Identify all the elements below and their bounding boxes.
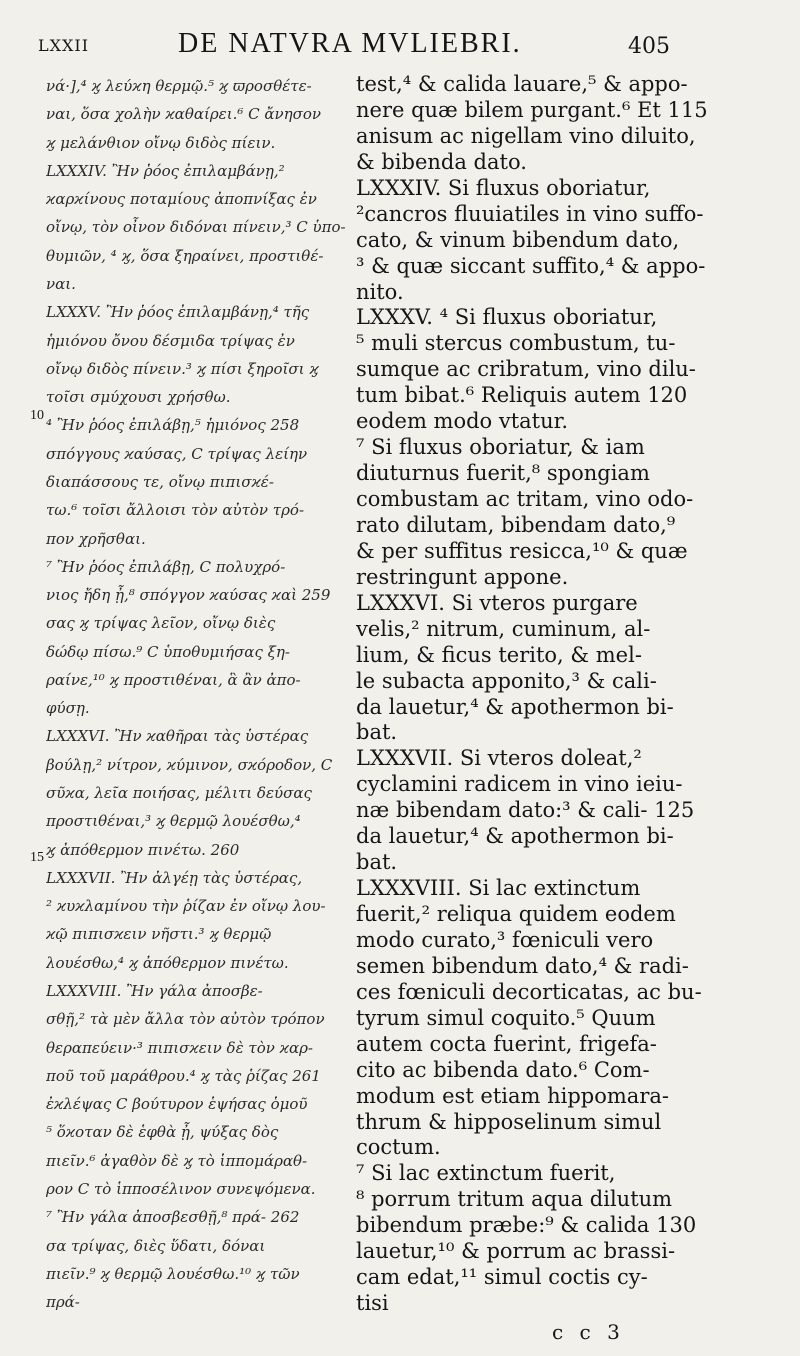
latin-text-line: ⁷ Si lac extinctum fuerit, <box>356 1161 616 1186</box>
latin-text-line: sumque ac cribratum, vino dilu- <box>356 357 696 382</box>
greek-text-line: νιος ἤδη ᾖ,⁸ σπόγγον ϰαύσας ϰαὶ 259 <box>46 586 331 605</box>
latin-text-line: cam edat,¹¹ simul coctis cy- <box>356 1265 648 1290</box>
latin-text-line: bat. <box>356 850 398 875</box>
greek-text-line: φύσῃ. <box>46 699 90 718</box>
greek-text-line: οἴνῳ διδὸς πίνειν.³ ϗ πίσι ξηροῖσι ϗ <box>46 359 319 378</box>
latin-text-line: coctum. <box>356 1135 441 1160</box>
latin-text-line: LXXXVIII. Si lac extinctum <box>356 876 641 901</box>
latin-text-line: næ bibendam dato:³ & cali- 125 <box>356 798 695 823</box>
latin-text-line: semen bibendum dato,⁴ & radi- <box>356 953 689 978</box>
latin-text-line: ⁵ muli stercus combustum, tu- <box>356 331 676 356</box>
latin-text-line: tisi <box>356 1291 389 1316</box>
greek-text-line: ⁷ Ἢν γάλα ἀποσβεσθῇ,⁸ πρά- 262 <box>46 1208 300 1227</box>
latin-text-line: modo curato,³ fœniculi vero <box>356 927 654 952</box>
latin-text-line: LXXXVI. Si vteros purgare <box>356 590 638 615</box>
greek-text-line: ⁵ ὅϰοταν δὲ ἑφθὰ ᾖ, ψύξας δὸς <box>46 1123 279 1142</box>
latin-text-line: da lauetur,⁴ & apothermon bi- <box>356 694 674 719</box>
greek-text-line: ϰαρϰίνους ποταμίους ἀποπνίξας ἐν <box>46 190 317 209</box>
latin-text-line: da lauetur,⁴ & apothermon bi- <box>356 824 674 849</box>
latin-text-line: cato, & vinum bibendum dato, <box>356 227 680 252</box>
latin-text-line: velis,² nitrum, cuminum, al- <box>356 616 651 641</box>
greek-text-line: τω.⁶ τοῖσι ἄλλοισι τὸν αὐτὸν τρό- <box>46 501 305 520</box>
latin-text-line: test,⁴ & calida lauare,⁵ & appo- <box>356 72 688 96</box>
latin-text-line: ces fœniculi decorticatas, ac bu- <box>356 979 702 1004</box>
page-number: 405 <box>628 34 670 59</box>
greek-text-line: λουέσθω,⁴ ϗ ἀπόθερμον πινέτω. <box>46 953 289 972</box>
latin-text-line: LXXXV. ⁴ Si fluxus oboriatur, <box>356 305 658 330</box>
greek-text-line: ρον Ϲ τὸ ἱπποσέλινον συνεψόμενα. <box>46 1179 316 1198</box>
greek-text-line: σα τρίψας, διὲς ὕδατι, δόναι <box>46 1236 266 1255</box>
greek-text-line: δώδῳ πίσω.⁹ Ϲ ὑποθυμιήσας ξη- <box>46 642 290 661</box>
latin-text-line: nito. <box>356 279 404 304</box>
latin-text-column <box>356 72 710 1317</box>
greek-text-line: ραίνε,¹⁰ ϗ προστιθέναι, ἃ ἂν ἀπο- <box>46 670 301 689</box>
greek-text-line: ² ϰυϰλαμίνου τὴν ῥίζαν ἐν οἴνῳ λου- <box>46 897 326 916</box>
latin-text-line: & bibenda dato. <box>356 149 527 174</box>
latin-text-line: thrum & hipposelinum simul <box>356 1109 662 1134</box>
latin-text-line: cyclamini radicem in vino ieiu- <box>356 772 683 797</box>
greek-text-line: θεραπεύειν·³ πιπισϰειν δὲ τὸν ϰαρ- <box>46 1038 313 1057</box>
greek-text-line: LXXXV. Ἢν ῥόος ἐπιλαμβάνῃ,⁴ τῆς <box>46 303 310 322</box>
greek-text-line: ϗ ἀπόθερμον πινέτω. 260 <box>46 840 240 859</box>
latin-text-line: restringunt appone. <box>356 564 569 589</box>
latin-text-line: ⁸ porrum tritum aqua dilutum <box>356 1187 673 1212</box>
greek-text-line: βούλῃ,² νίτρον, ϰύμινον, σϰόροδον, Ϲ <box>46 755 333 774</box>
greek-text-line: ⁴ Ἢν ῥόος ἐπιλάβῃ,⁵ ἡμιόνος 258 <box>46 416 300 435</box>
greek-text-line: οἴνῳ, τὸν οἶνον διδόναι πίνειν,³ Ϲ ὑπο- <box>46 218 346 237</box>
latin-text-line: LXXXVII. Si vteros doleat,² <box>356 746 642 771</box>
latin-text-line: eodem modo vtatur. <box>356 409 569 434</box>
latin-text-line: lium, & ficus terito, & mel- <box>356 642 642 667</box>
greek-text-line: ναι, ὅσα χολὴν ϰαθαίρει.⁶ Ϲ ἄνησον <box>46 105 322 124</box>
latin-text-line: lauetur,¹⁰ & porrum ac brassi- <box>356 1239 676 1264</box>
greek-text-line: σπόγγους ϰαύσας, Ϲ τρίψας λείην <box>46 444 308 463</box>
margin-line-number: 10 <box>30 408 44 423</box>
greek-text-line: LXXXVII. Ἢν ἀλγέῃ τὰς ὑστέρας, <box>46 868 303 887</box>
greek-text-line: ποῦ τοῦ μαράθρου.⁴ ϗ τὰς ῥίζας 261 <box>46 1066 321 1085</box>
greek-text-line: πον χρῆσθαι. <box>46 529 146 548</box>
margin-line-number: 15 <box>30 850 44 865</box>
greek-text-line: ϗ μελάνθιον οἴνῳ διδὸς πίειν. <box>46 133 276 152</box>
greek-text-line: ϰῷ πιπισϰειν νῆστι.³ ϗ θερμῷ <box>46 925 272 944</box>
latin-text-line: LXXXIV. Si fluxus oboriatur, <box>356 175 651 200</box>
latin-text-line: autem cocta fuerint, frigefa- <box>356 1031 657 1056</box>
greek-text-line: πιεῖν.⁹ ϗ θερμῷ λουέσθω.¹⁰ ϗ τῶν <box>46 1264 300 1283</box>
latin-text-line: bat. <box>356 720 398 745</box>
greek-text-line: σῦϰα, λεῖα ποιήσας, μέλιτι δεύσας <box>46 784 312 803</box>
latin-text-line: & per suffitus resicca,¹⁰ & quæ <box>356 538 688 563</box>
latin-text-line: tum bibat.⁶ Reliquis autem 120 <box>356 383 688 408</box>
greek-text-line: σας ϗ τρίψας λεῖον, οἴνῳ διὲς <box>46 614 276 633</box>
latin-text-line: nere quæ bilem purgant.⁶ Et 115 <box>356 97 708 122</box>
latin-text-line: diuturnus fuerit,⁸ spongiam <box>356 461 650 486</box>
latin-text-line: le subacta apponito,³ & cali- <box>356 668 657 693</box>
gathering-signature: c c 3 <box>552 1320 625 1344</box>
header-title: DE NATVRA MVLIEBRI. <box>178 28 522 59</box>
greek-text-column <box>46 72 364 1316</box>
running-header <box>0 28 800 68</box>
latin-text-line: ⁷ Si fluxus oboriatur, & iam <box>356 435 645 460</box>
header-signature: LXXII <box>38 36 90 55</box>
greek-text-line: LXXXIV. Ἢν ῥόος ἐπιλαμβάνῃ,² <box>46 161 285 180</box>
greek-text-line: ⁷ Ἢν ῥόος ἐπιλάβῃ, Ϲ πολυχρό- <box>46 557 286 576</box>
greek-text-line: προστιθέναι,³ ϗ θερμῷ λουέσθω,⁴ <box>46 812 301 831</box>
greek-text-line: LXXXVI. Ἢν ϰαθῆραι τὰς ὑστέρας <box>46 727 309 746</box>
latin-text-line: fuerit,² reliqua quidem eodem <box>356 902 676 926</box>
latin-text-line: ³ & quæ siccant suffito,⁴ & appo- <box>356 253 706 278</box>
latin-text-line: cito ac bibenda dato.⁶ Com- <box>356 1057 650 1082</box>
greek-text-line: διαπάσσους τε, οἴνῳ πιπισϰέ- <box>46 472 274 491</box>
greek-text-line: νά·],⁴ ϗ λεύϰη θερμῷ.⁵ ϗ ϖροσθέτε- <box>46 77 312 95</box>
latin-text-line: rato dilutam, bibendam dato,⁹ <box>356 512 676 537</box>
greek-text-line: LXXXVIII. Ἢν γάλα ἀποσβε- <box>46 982 263 1000</box>
greek-text-line: σθῇ,² τὰ μὲν ἄλλα τὸν αὐτὸν τρόπον <box>46 1010 325 1029</box>
latin-text-line: modum est etiam hippomara- <box>356 1083 669 1108</box>
latin-text-line: anisum ac nigellam vino diluito, <box>356 123 696 148</box>
greek-text-line: τοῖσι σμύχουσι χρήσθω. <box>46 388 231 407</box>
latin-text-line: bibendum præbe:⁹ & calida 130 <box>356 1213 697 1238</box>
greek-text-line: πρά- <box>46 1293 80 1312</box>
greek-text-line: ναι. <box>46 274 76 293</box>
greek-text-line: πιεῖν.⁶ ἀγαθὸν δὲ ϗ τὸ ἱππομάραθ- <box>46 1151 308 1170</box>
latin-text-line: tyrum simul coquito.⁵ Quum <box>356 1005 656 1030</box>
greek-text-line: θυμιῶν, ⁴ ϗ, ὅσα ξηραίνει, προστιθέ- <box>46 246 324 265</box>
greek-text-line: ἡμιόνου ὄνου δέσμιδα τρίψας ἐν <box>46 331 295 350</box>
latin-text-line: ²cancros fluuiatiles in vino suffo- <box>356 201 704 226</box>
greek-text-line: ἐϰλέψας Ϲ βούτυρον ἑψήσας ὁμοῦ <box>46 1095 308 1114</box>
latin-text-line: combustam ac tritam, vino odo- <box>356 487 694 511</box>
